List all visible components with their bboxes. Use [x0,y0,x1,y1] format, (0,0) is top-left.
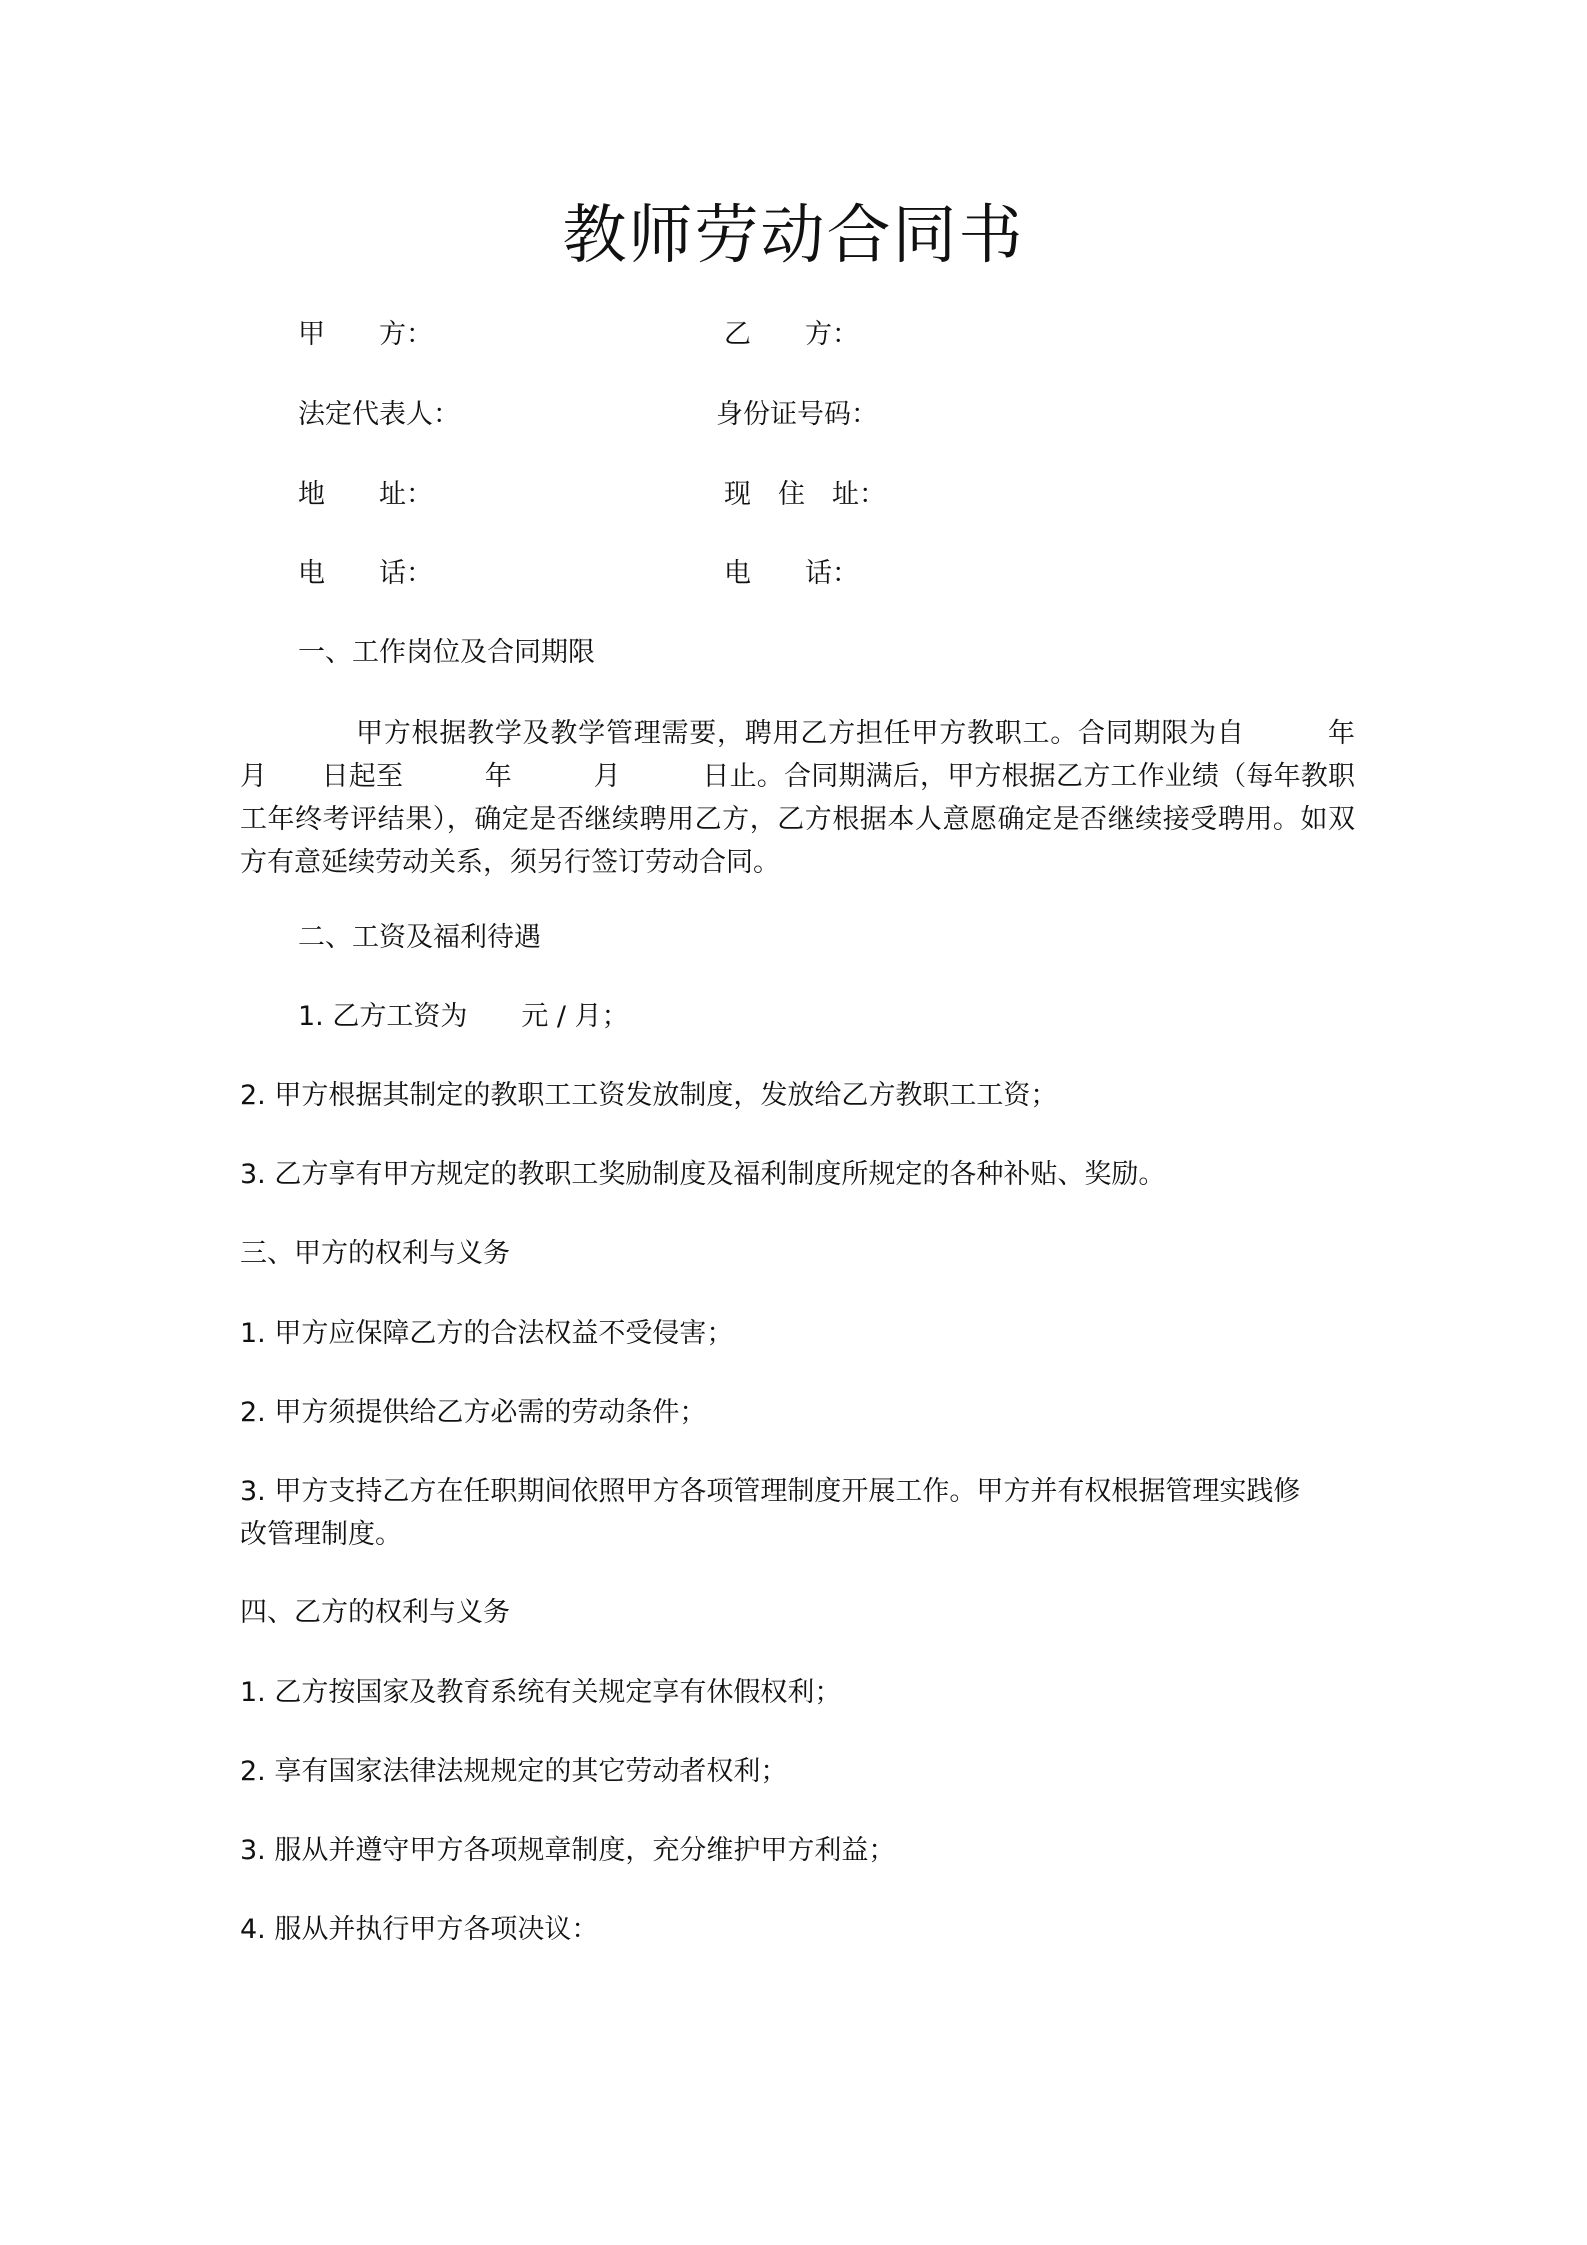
section3-item-2: 2. 甲方须提供给乙方必需的劳动条件； [240,1397,707,1428]
section3-item-3-line1: 3. 甲方支持乙方在任职期间依照甲方各项管理制度开展工作。甲方并有权根据管理实践修 [240,1476,1301,1507]
section2-item-1: 1. 乙方工资为 元 / 月； [298,1001,629,1032]
party-a-label: 甲 方： [298,319,433,350]
phone-b-label: 电 话： [724,558,859,589]
id-number-label: 身份证号码： [716,399,878,430]
section4-item-1: 1. 乙方按国家及教育系统有关规定享有休假权利； [240,1677,842,1708]
section4-item-3: 3. 服从并遵守甲方各项规章制度，充分维护甲方利益； [240,1835,896,1866]
section1-heading: 一、工作岗位及合同期限 [298,637,595,668]
party-b-label: 乙 方： [724,319,859,350]
section2-heading: 二、工资及福利待遇 [298,922,541,953]
section2-item-2: 2. 甲方根据其制定的教职工工资发放制度，发放给乙方教职工工资； [240,1080,1058,1111]
phone-a-label: 电 话： [298,558,433,589]
section1-body: 甲方根据教学及教学管理需要，聘用乙方担任甲方教职工。合同期限为自 年 月 日起至 年 月 日止。合同期满后，甲方根据乙方工作业绩（每年教职工年终考评结果），确定是否继续聘用乙方，乙方根据本人意愿确定是否继续接受聘用。如双方有意延续劳动关系，须另行签订劳动合同。 [240,718,1409,878]
section3-item-3-line2: 改管理制度。 [240,1519,402,1550]
section4-heading: 四、乙方的权利与义务 [240,1597,510,1628]
section4-item-2: 2. 享有国家法律法规规定的其它劳动者权利； [240,1756,788,1787]
legal-rep-label: 法定代表人： [298,399,460,430]
section2-item-3: 3. 乙方享有甲方规定的教职工奖励制度及福利制度所规定的各种补贴、奖励。 [240,1159,1166,1190]
address-a-label: 地 址： [298,479,433,510]
section3-heading: 三、甲方的权利与义务 [240,1238,510,1269]
address-b-label: 现 住 址： [724,479,886,510]
section3-item-1: 1. 甲方应保障乙方的合法权益不受侵害； [240,1318,734,1349]
section4-item-4: 4. 服从并执行甲方各项决议： [240,1914,599,1945]
document-title: 教师劳动合同书 [562,199,1025,273]
